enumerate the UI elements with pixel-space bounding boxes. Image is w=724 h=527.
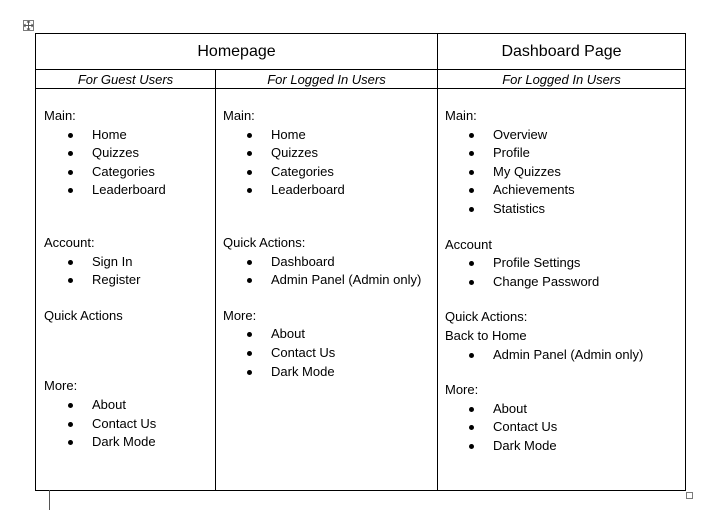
list-item: About: [44, 396, 212, 415]
list-item: Contact Us: [44, 415, 212, 434]
list-item: Dark Mode: [223, 363, 435, 382]
main-list: [445, 126, 683, 219]
list-item: Dark Mode: [44, 433, 212, 452]
table-move-handle-icon[interactable]: [23, 20, 34, 31]
section-title-main: Main:: [223, 108, 255, 123]
list-item: Achievements: [445, 181, 683, 200]
main-list: [44, 126, 212, 200]
list-item: Register: [44, 271, 212, 290]
table-resize-handle-icon[interactable]: [686, 492, 693, 499]
list-item: About: [445, 400, 683, 419]
account-list: [445, 254, 683, 291]
subheader-logged-dashboard: For Logged In Users: [502, 72, 621, 87]
list-item: My Quizzes: [445, 163, 683, 182]
quick-actions-list: [223, 253, 435, 290]
list-item: Admin Panel (Admin only): [445, 346, 683, 365]
list-item: Contact Us: [223, 344, 435, 363]
list-item: Home: [223, 126, 435, 145]
list-item: Admin Panel (Admin only): [223, 271, 435, 290]
list-item: Profile: [445, 144, 683, 163]
list-item: Home: [44, 126, 212, 145]
list-item: About: [223, 325, 435, 344]
list-item: Categories: [44, 163, 212, 182]
more-list: [223, 325, 435, 381]
list-item: Contact Us: [445, 418, 683, 437]
guest-nav-cell: [44, 107, 212, 452]
section-title-quick-actions: Quick Actions: [44, 307, 123, 323]
logged-home-nav-cell: [223, 107, 435, 381]
section-title-quick-actions: Quick Actions:: [223, 234, 306, 250]
section-title-more: More:: [223, 307, 257, 323]
back-to-home-text: Back to Home: [445, 327, 527, 343]
more-list: [445, 400, 683, 456]
list-item: Categories: [223, 163, 435, 182]
subheader-logged-home: For Logged In Users: [267, 72, 386, 87]
list-item: Sign In: [44, 253, 212, 272]
more-list: [44, 396, 212, 452]
list-item: Overview: [445, 126, 683, 145]
list-item: Dark Mode: [445, 437, 683, 456]
section-title-quick-actions: Quick Actions:: [445, 309, 528, 325]
text-cursor: [49, 490, 50, 510]
section-title-more: More:: [44, 378, 78, 394]
column-divider-homepage-dashboard: [437, 34, 438, 490]
list-item: Change Password: [445, 273, 683, 292]
list-item: Statistics: [445, 200, 683, 219]
section-title-account: Account:: [44, 234, 95, 250]
list-item: Dashboard: [223, 253, 435, 272]
section-title-account: Account: [445, 236, 492, 252]
section-title-main: Main:: [445, 108, 477, 123]
list-item: Quizzes: [223, 144, 435, 163]
list-item: Quizzes: [44, 144, 212, 163]
homepage-header: Homepage: [197, 43, 276, 60]
navigation-table: [35, 33, 686, 491]
dashboard-nav-cell: [445, 107, 683, 456]
quick-actions-list: [445, 346, 683, 365]
list-item: Profile Settings: [445, 254, 683, 273]
dashboard-header: Dashboard Page: [501, 43, 622, 60]
list-item: Leaderboard: [223, 181, 435, 200]
subheader-guest: For Guest Users: [77, 72, 174, 87]
section-title-main: Main:: [44, 108, 76, 123]
main-list: [223, 126, 435, 200]
account-list: [44, 253, 212, 290]
section-title-more: More:: [445, 382, 479, 398]
column-divider-guest-logged: [215, 69, 216, 490]
list-item: Leaderboard: [44, 181, 212, 200]
